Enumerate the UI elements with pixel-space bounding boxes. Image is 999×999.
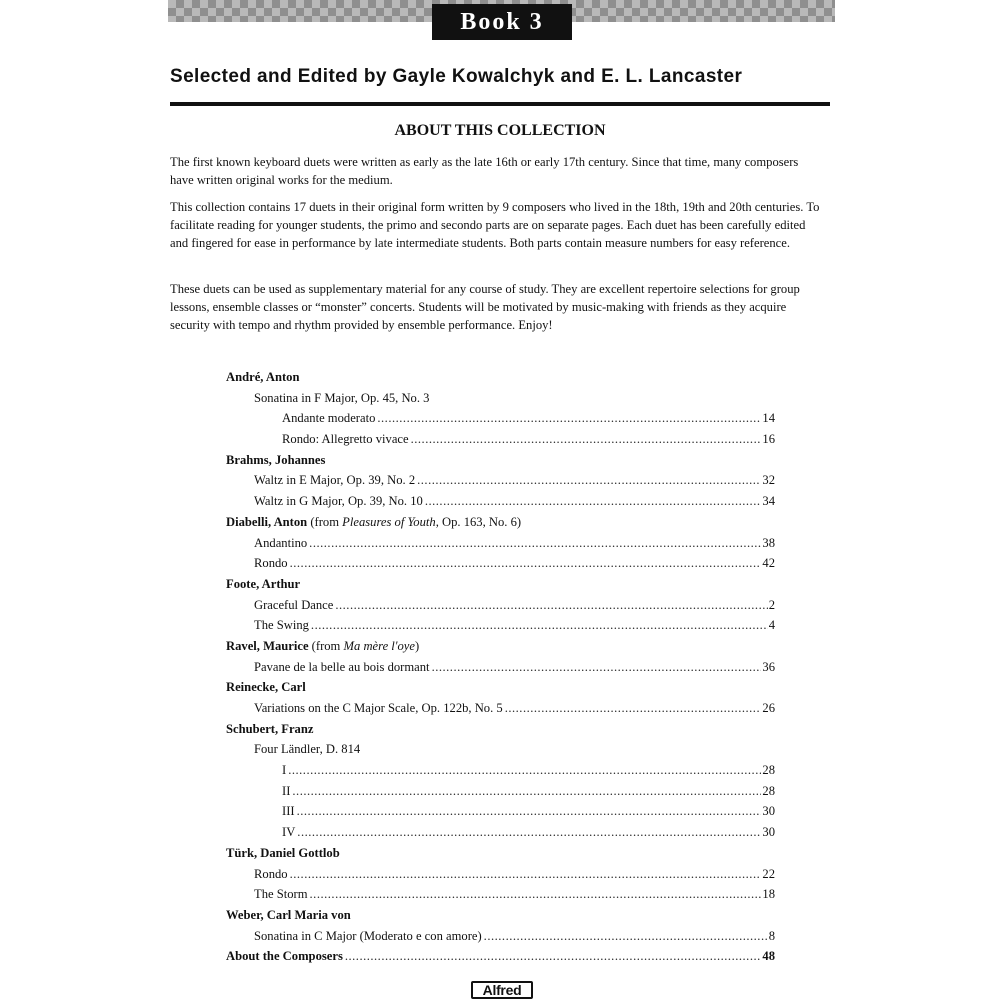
toc-composer-row bbox=[0, 843, 999, 864]
entry-title: Pavane de la belle au bois dormant bbox=[254, 659, 430, 674]
dot-leader bbox=[425, 491, 762, 512]
toc-entry bbox=[0, 822, 999, 843]
header-rule bbox=[170, 102, 830, 106]
composer-heading bbox=[226, 636, 419, 657]
page-number: 34 bbox=[762, 494, 775, 509]
toc-entry bbox=[0, 657, 999, 678]
toc-entry bbox=[0, 595, 999, 616]
entry-title: I bbox=[282, 763, 287, 778]
toc-work-row bbox=[0, 388, 999, 409]
dot-leader bbox=[290, 864, 762, 885]
toc-entry bbox=[0, 801, 999, 822]
dot-leader bbox=[505, 698, 762, 719]
book-label: Book 3 bbox=[432, 4, 572, 40]
toc-entry bbox=[0, 926, 999, 947]
toc-composer-row bbox=[0, 636, 999, 657]
intro-paragraph-1: The first known keyboard duets were written as early as the late 16th or early 17th century. Since that time, many composers have written original works for the medium. bbox=[170, 155, 799, 187]
composer-heading bbox=[226, 512, 521, 533]
entry-title: IV bbox=[282, 825, 296, 840]
page-number: 14 bbox=[762, 411, 775, 426]
intro-paragraph-2: This collection contains 17 duets in their original form written by 9 composers who lived in the 18th, 19th and 20th centuries. To facilitate reading for younger students, the primo and secondo parts are on separate pages. Each duet has been carefully edited and fingered for ease in performance by late intermediate students. Both parts contain measure numbers for easy reference. bbox=[170, 200, 820, 250]
dot-leader bbox=[484, 926, 768, 947]
dot-leader bbox=[297, 822, 761, 843]
toc-entry bbox=[0, 698, 999, 719]
toc-composer-row bbox=[0, 574, 999, 595]
dot-leader bbox=[345, 946, 762, 967]
composer-name: Türk, Daniel Gottlob bbox=[226, 845, 340, 860]
toc-entry bbox=[0, 781, 999, 802]
entry-title: Rondo bbox=[254, 866, 288, 881]
entry-title: III bbox=[282, 804, 295, 819]
page-number: 4 bbox=[768, 618, 775, 633]
entry-title: Rondo: Allegretto vivace bbox=[282, 432, 409, 447]
page-number: 8 bbox=[768, 928, 775, 943]
dot-leader bbox=[417, 470, 761, 491]
toc-composer-row bbox=[0, 905, 999, 926]
page-number: 28 bbox=[762, 763, 775, 778]
composer-name: André, Anton bbox=[226, 370, 300, 384]
collection-title: Pleasures of Youth bbox=[342, 514, 436, 529]
composer-name: Ravel, Maurice bbox=[226, 638, 309, 653]
toc-entry bbox=[0, 491, 999, 512]
toc-composer-row bbox=[0, 367, 999, 388]
page-number: 48 bbox=[762, 949, 775, 964]
page-number: 30 bbox=[762, 825, 775, 840]
toc-entry bbox=[0, 533, 999, 554]
composer-note bbox=[309, 639, 420, 653]
dot-leader bbox=[432, 657, 762, 678]
entry-title: Waltz in E Major, Op. 39, No. 2 bbox=[254, 473, 416, 488]
entry-title: Sonatina in C Major (Moderato e con amore) bbox=[254, 928, 482, 943]
page-number: 42 bbox=[762, 556, 775, 571]
page-number: 28 bbox=[762, 783, 775, 798]
dot-leader bbox=[377, 408, 761, 429]
toc-entry bbox=[0, 615, 999, 636]
entry-title: About the Composers bbox=[226, 949, 343, 964]
page-number: 30 bbox=[762, 804, 775, 819]
dot-leader bbox=[335, 595, 767, 616]
dot-leader bbox=[288, 760, 761, 781]
dot-leader bbox=[292, 781, 761, 802]
entry-title: II bbox=[282, 783, 291, 798]
about-heading: ABOUT THIS COLLECTION bbox=[394, 122, 606, 139]
alfred-logo: Alfred bbox=[471, 981, 533, 999]
dot-leader bbox=[309, 533, 761, 554]
composer-name: Foote, Arthur bbox=[226, 576, 301, 591]
toc-composer-row bbox=[0, 512, 999, 533]
toc-work-row bbox=[0, 739, 999, 760]
entry-title: Rondo bbox=[254, 556, 288, 571]
page-number: 38 bbox=[762, 535, 775, 550]
page-number: 2 bbox=[768, 597, 775, 612]
page-number: 36 bbox=[762, 659, 775, 674]
composer-name: Brahms, Johannes bbox=[226, 452, 326, 467]
note-prefix: (from bbox=[307, 514, 343, 529]
dot-leader bbox=[411, 429, 762, 450]
work-title: Sonatina in F Major, Op. 45, No. 3 bbox=[254, 390, 430, 405]
toc-entry bbox=[0, 408, 999, 429]
toc-composer-row bbox=[0, 719, 999, 740]
toc-entry bbox=[0, 553, 999, 574]
entry-title: Andante moderato bbox=[282, 411, 376, 426]
page-number: 22 bbox=[762, 866, 775, 881]
dot-leader bbox=[310, 884, 762, 905]
toc-entry bbox=[0, 760, 999, 781]
note-suffix: ) bbox=[414, 638, 420, 653]
note-prefix: (from bbox=[308, 638, 344, 653]
toc-composer-row bbox=[0, 677, 999, 698]
work-title: Four Ländler, D. 814 bbox=[254, 742, 361, 757]
note-suffix: , Op. 163, No. 6) bbox=[435, 514, 522, 529]
toc-entry bbox=[0, 946, 999, 967]
page-number: 26 bbox=[762, 701, 775, 715]
page-number: 16 bbox=[762, 432, 775, 447]
dot-leader bbox=[311, 615, 768, 636]
collection-title: Ma mère l'oye bbox=[343, 638, 415, 653]
toc-entry bbox=[0, 864, 999, 885]
page-number: 18 bbox=[762, 887, 775, 902]
editors-credit: Selected and Edited by Gayle Kowalchyk and E. L. Lancaster bbox=[170, 66, 743, 87]
toc-entry bbox=[0, 884, 999, 905]
composer-name: Diabelli, Anton bbox=[226, 514, 308, 529]
toc-composer-row bbox=[0, 450, 999, 471]
page-number: 32 bbox=[762, 473, 775, 488]
composer-note bbox=[307, 515, 521, 529]
entry-title: Waltz in G Major, Op. 39, No. 10 bbox=[254, 494, 423, 509]
entry-title: Andantino bbox=[254, 535, 308, 550]
intro-paragraph-3: These duets can be used as supplementary material for any course of study. They are excellent repertoire selections for group lessons, ensemble classes or “monster” concerts. Students will be motivated by music-making with friends as they acquire security with tempo and rhythm provided by ensemble performance. Enjoy! bbox=[170, 282, 800, 332]
entry-title: The Swing bbox=[254, 618, 309, 633]
entry-title: The Storm bbox=[254, 887, 308, 902]
entry-title: Variations on the C Major Scale, Op. 122b, No. 5 bbox=[254, 701, 503, 715]
composer-name: Schubert, Franz bbox=[226, 721, 314, 736]
dot-leader bbox=[290, 553, 762, 574]
toc-entry bbox=[0, 470, 999, 491]
toc-entry bbox=[0, 429, 999, 450]
entry-title: Graceful Dance bbox=[254, 597, 334, 612]
composer-name: Weber, Carl Maria von bbox=[226, 907, 351, 922]
dot-leader bbox=[297, 801, 762, 822]
composer-name: Reinecke, Carl bbox=[226, 680, 306, 695]
table-of-contents bbox=[0, 367, 999, 967]
